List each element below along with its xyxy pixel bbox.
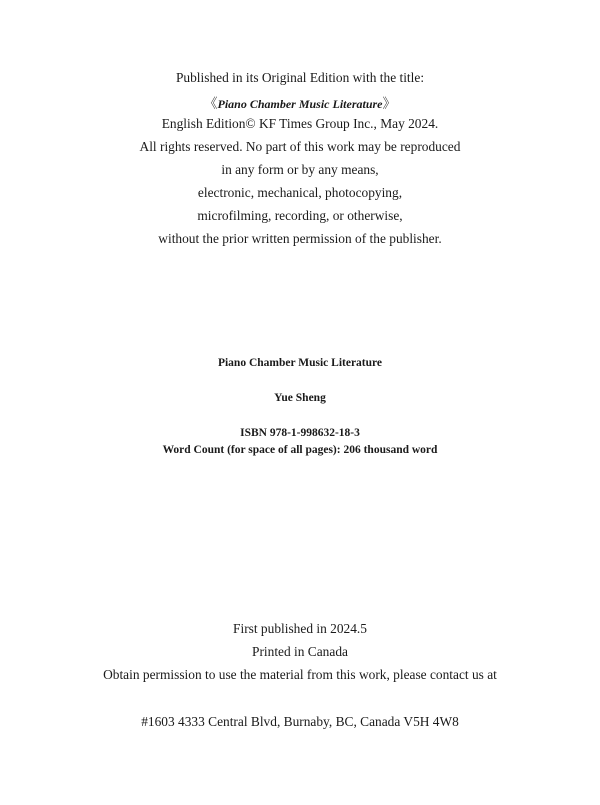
english-edition-line: English Edition© KF Times Group Inc., May 2024. [161,116,439,131]
publisher-address: #1603 4333 Central Blvd, Burnaby, BC, Canada V5H 4W8 [141,714,459,729]
isbn: ISBN 978-1-998632-18-3 [240,427,360,439]
title-close-bracket: 》 [382,96,396,111]
book-author: Yue Sheng [274,392,326,404]
word-count: Word Count (for space of all pages): 206 thousand word [162,444,438,456]
permission-publisher-line: without the prior written permission of the publisher. [158,231,442,246]
microfilming-line: microfilming, recording, or otherwise, [197,208,403,223]
title-open-bracket: 《 [204,96,218,111]
first-published: First published in 2024.5 [233,621,367,636]
printed-in: Printed in Canada [252,644,348,659]
permission-contact: Obtain permission to use the material from this work, please contact us at [103,667,497,682]
electronic-line: electronic, mechanical, photocopying, [197,185,403,200]
any-form-line: in any form or by any means, [221,162,379,177]
original-edition-line: Published in its Original Edition with the title: [175,70,425,85]
original-title-line [0,93,600,113]
original-title: Piano Chamber Music Literature [217,97,383,111]
book-title: Piano Chamber Music Literature [217,357,383,369]
rights-reserved-line: All rights reserved. No part of this work may be reproduced [139,139,461,154]
